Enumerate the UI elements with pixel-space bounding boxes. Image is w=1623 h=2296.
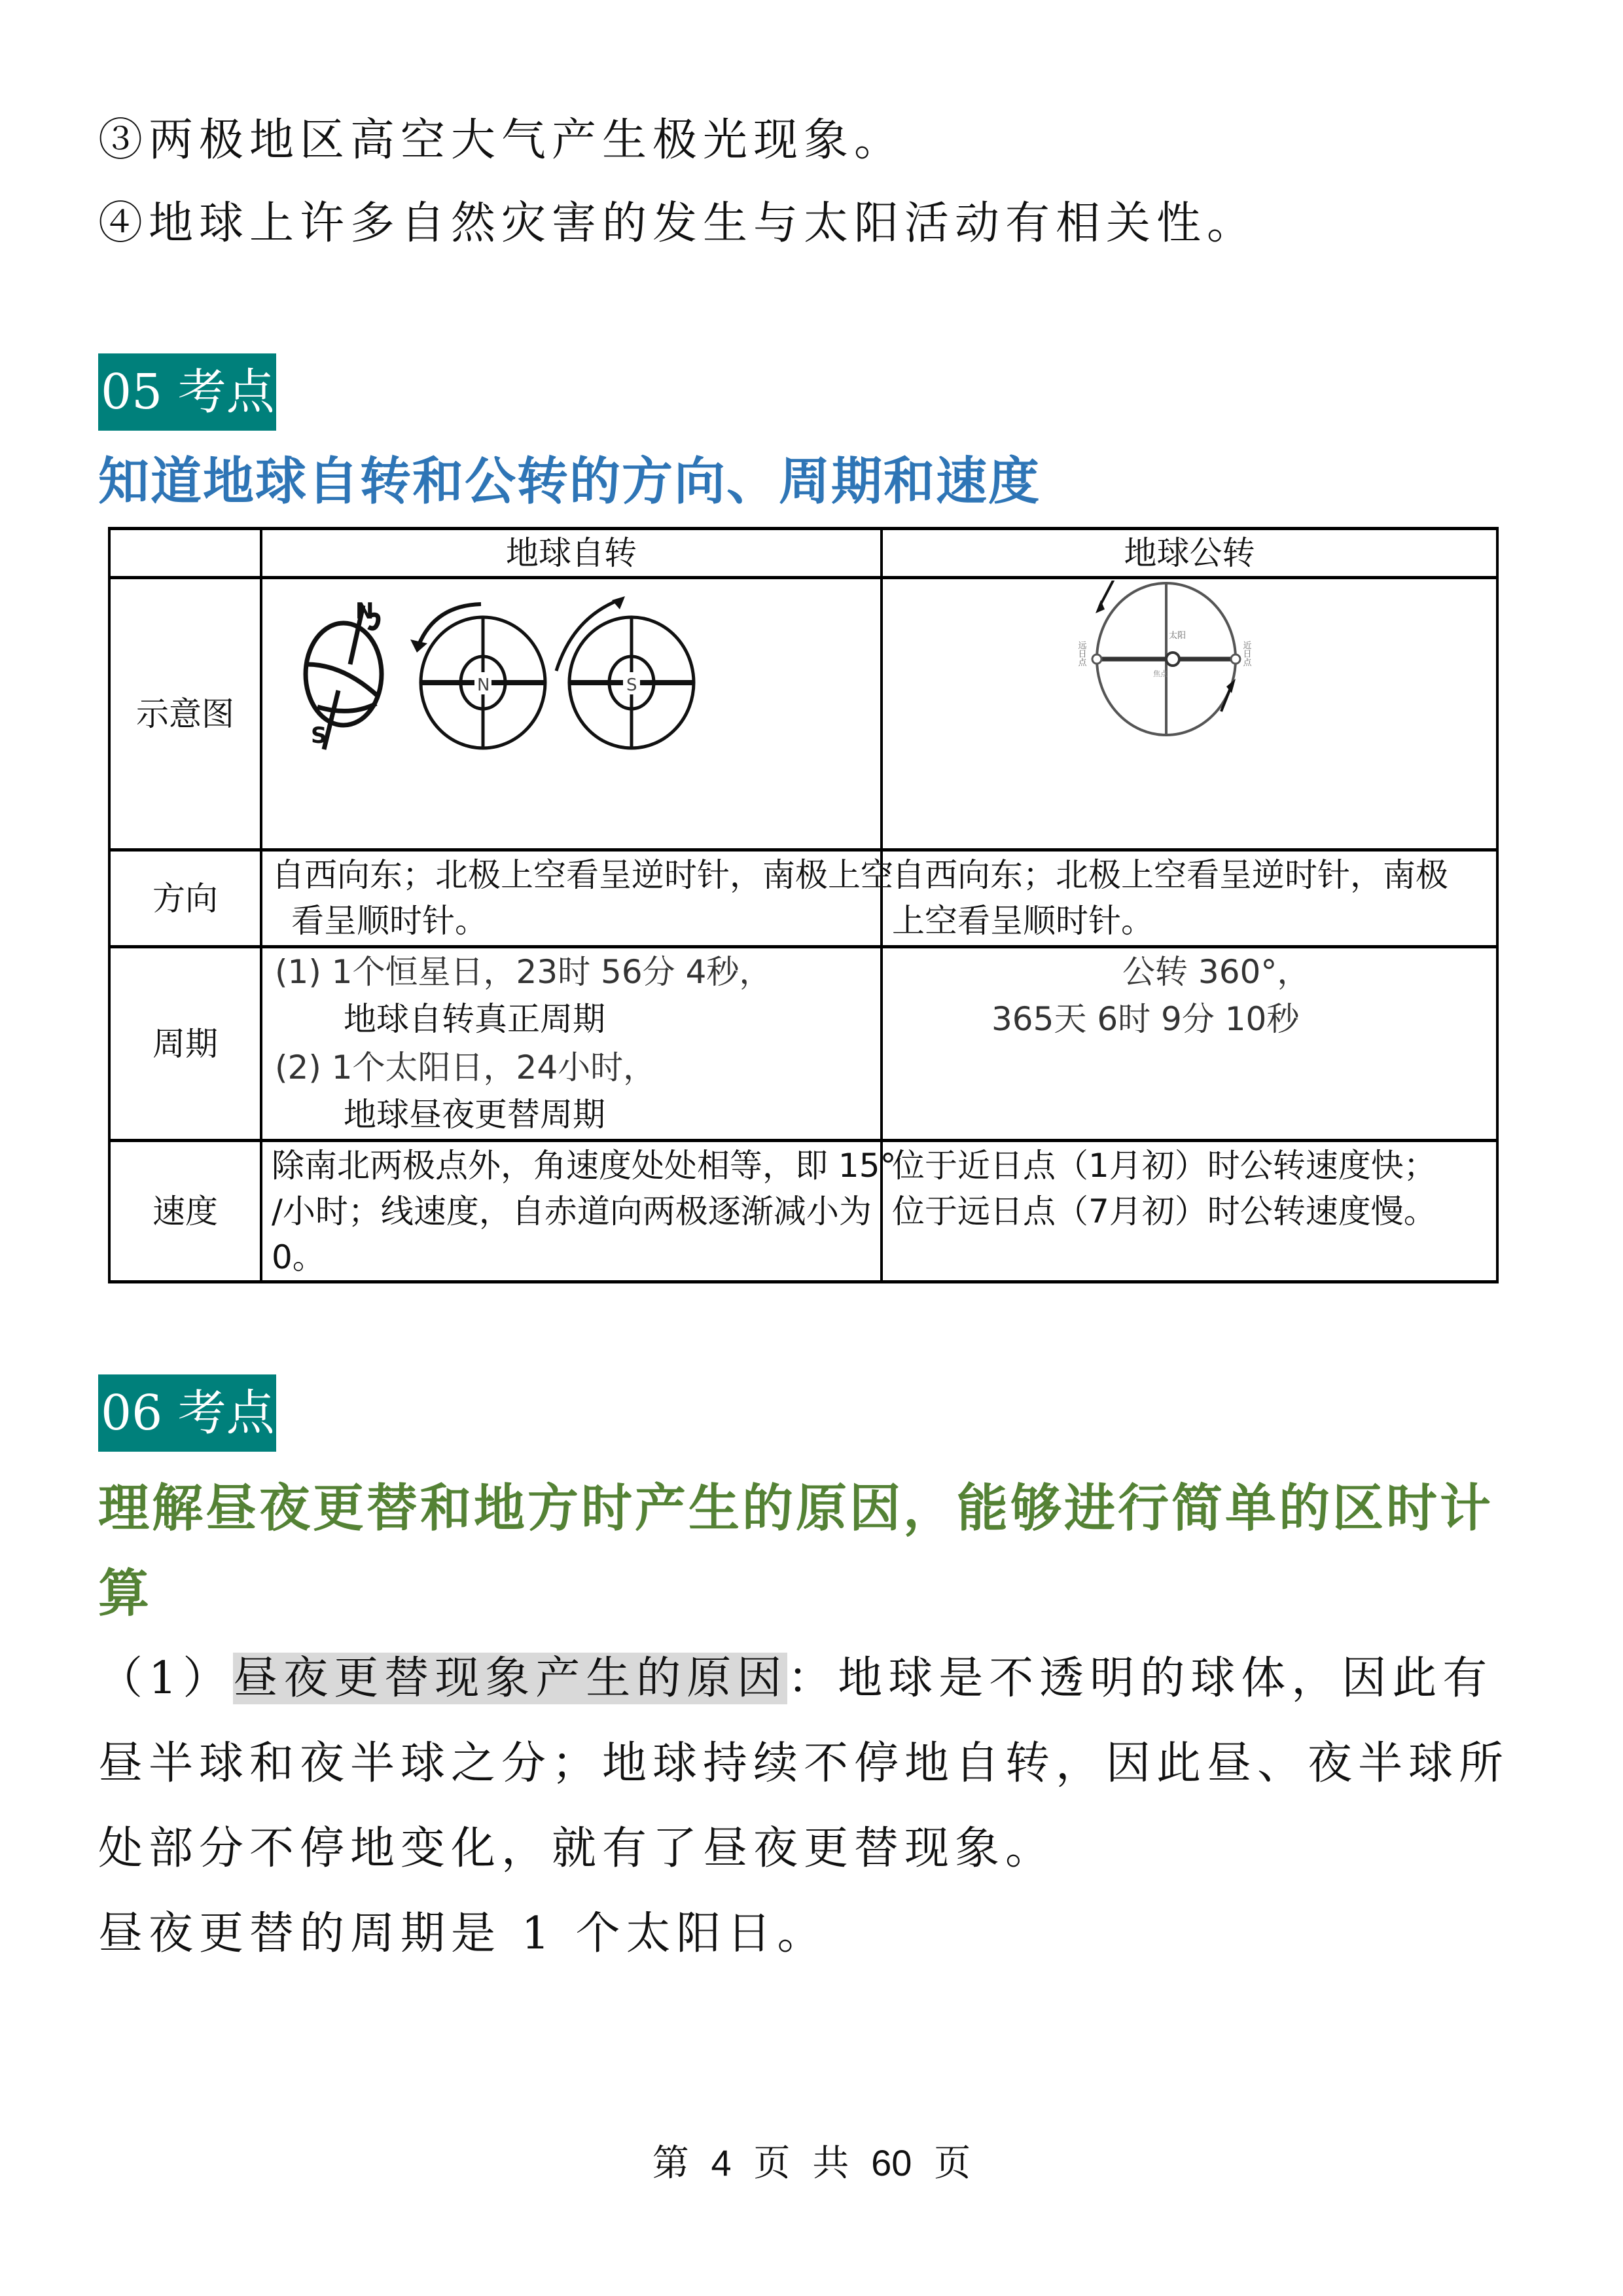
- rotation-direction-line2: 看呈顺时针。: [291, 902, 488, 940]
- badge-label: 06 考点: [101, 1385, 275, 1441]
- revolution-direction-line1: 自西向东；北极上空看呈逆时针，南极: [892, 856, 1448, 894]
- revolution-period-line1: 公转 360°，: [1122, 953, 1310, 991]
- footer-mid: 页 共: [753, 2142, 849, 2185]
- earth-orbit-icon: [1041, 581, 1289, 751]
- row-label-direction: 方向: [152, 879, 218, 918]
- svg-text:远日点: 远日点: [1076, 641, 1086, 666]
- paragraph-number: （1）: [98, 1653, 234, 1704]
- svg-text:S: S: [626, 675, 637, 695]
- row-label-period: 周期: [152, 1024, 218, 1063]
- section-title-05: 知道地球自转和公转的方向、周期和速度: [98, 452, 1041, 511]
- header-rotation: 地球自转: [506, 534, 637, 572]
- rotation-speed-line3: 0。: [272, 1238, 325, 1276]
- revolution-speed-line1: 位于近日点（1月初）时公转速度快；: [892, 1147, 1436, 1185]
- rotation-period-line4: 地球昼夜更替周期: [344, 1096, 605, 1134]
- badge-label: 05 考点: [101, 364, 275, 420]
- revolution-speed-line2: 位于远日点（7月初）时公转速度慢。: [892, 1193, 1436, 1230]
- total-pages-number: 60: [871, 2142, 912, 2183]
- svg-text:焦点: 焦点: [1153, 670, 1168, 678]
- list-item-disasters: ④地球上许多自然灾害的发生与太阳活动有相关性。: [98, 198, 1258, 249]
- list-item-aurora: ③两极地区高空大气产生极光现象。: [98, 115, 905, 166]
- section-badge-06: [98, 1374, 276, 1452]
- rotation-speed-line2: /小时；线速度，自赤道向两极逐渐减小为: [272, 1193, 872, 1230]
- row-label-diagram: 示意图: [136, 694, 234, 733]
- paragraph-1-line2: 昼半球和夜半球之分；地球持续不停地自转，因此昼、夜半球所: [98, 1738, 1510, 1789]
- footer-prefix: 第: [652, 2142, 689, 2185]
- table-border: [1496, 527, 1499, 1283]
- revolution-period-line2: 365天 6时 9分 10秒: [991, 1000, 1300, 1038]
- table-divider: [260, 527, 262, 1283]
- current-page-number: 4: [711, 2142, 732, 2183]
- paragraph-text: ：地球是不透明的球体，因此有: [787, 1653, 1493, 1704]
- rotation-speed-line1: 除南北两极点外，角速度处处相等，即 15°: [272, 1147, 897, 1185]
- svg-text:N: N: [477, 675, 490, 695]
- svg-text:太阳: 太阳: [1169, 631, 1186, 641]
- rotation-revolution-table: [108, 527, 1499, 1283]
- row-label-speed: 速度: [152, 1192, 218, 1230]
- svg-text:近日点: 近日点: [1241, 641, 1251, 666]
- rotation-diagram: [298, 592, 834, 762]
- section-title-06-line2: 算: [98, 1564, 152, 1623]
- paragraph-1-line3: 处部分不停地变化，就有了昼夜更替现象。: [98, 1823, 1056, 1874]
- rotation-period-line2: 地球自转真正周期: [344, 1000, 605, 1038]
- svg-text:N: N: [355, 598, 374, 624]
- svg-text:S: S: [311, 723, 327, 749]
- page-footer: [0, 2140, 1623, 2187]
- section-badge-05: [98, 353, 276, 431]
- revolution-diagram: [1041, 581, 1289, 751]
- revolution-direction-line2: 上空看呈顺时针。: [892, 902, 1154, 940]
- header-revolution: 地球公转: [1124, 534, 1255, 572]
- section-title-06-line1: 理解昼夜更替和地方时产生的原因，能够进行简单的区时计: [98, 1479, 1494, 1538]
- paragraph-1-line1: [98, 1653, 1493, 1705]
- paragraph-2: 昼夜更替的周期是 1 个太阳日。: [98, 1908, 828, 1960]
- rotation-direction-line1: 自西向东；北极上空看呈逆时针，南极上空: [272, 856, 893, 894]
- highlighted-term: 昼夜更替现象产生的原因: [233, 1653, 788, 1704]
- rotation-period-line3: (2) 1个太阳日，24小时，: [275, 1049, 656, 1086]
- table-divider: [108, 576, 1499, 579]
- footer-suffix: 页: [934, 2142, 971, 2185]
- earth-rotation-icon: [298, 592, 834, 762]
- rotation-period-line1: (1) 1个恒星日，23时 56分 4秒，: [275, 953, 772, 991]
